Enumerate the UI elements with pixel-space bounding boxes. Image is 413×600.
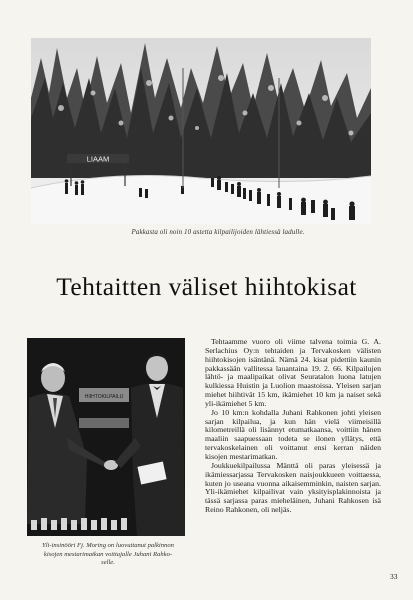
- bottom-photo-award: [27, 338, 185, 536]
- article-paragraph: Jo 10 km:n kohdalla Juhani Rahkonen johti yleisen sarjan kilpailua, ja kun hän vielä viimeisillä kilometreillä oli lisännyt etumatkaansa, voittiin hänen maaliin saapuessaan todeta se ilonen yllätys, että tervakoskelainen oli voittanut ensi kerran näiden kisojen mestarimatkan.: [205, 407, 381, 461]
- start-sign-text: LIAAM: [86, 154, 110, 164]
- winter-forest-image: [31, 38, 371, 224]
- top-photo-caption: Pakkasta oli noin 10 astetta kilpailijoiden lähtiessä ladulle.: [131, 228, 305, 236]
- caption-line: selle.: [101, 559, 115, 567]
- top-photo-ski-start: [31, 38, 371, 224]
- article-paragraph: Tehtaamme vuoro oli viime talvena toimia G. A. Serlachius Oy:n tehtaiden ja Tervakosken välisten hiihtokisojen isäntänä. Nämä 24. kisat pidettiin kaunin pakkassään vallitessa lauantaina 19. 2. 66. Kilpailujen lähtö- ja maalipaikat olivat Seuratalon luona latujen kulkiessa Huistin ja Luolion maastoissa. Yleisen sarjan miehet hiihtivät 15 km, ikämiehet 10 km ja naiset sekä yli-ikämiehet 5 km.: [205, 337, 381, 408]
- stage-banner-text: HIIHTOKILPAILU: [84, 394, 124, 400]
- article-body: [205, 338, 381, 515]
- bottom-photo-caption: [26, 542, 190, 568]
- award-ceremony-image: [27, 338, 185, 536]
- page-number: 33: [390, 572, 398, 581]
- article-paragraph: Joukkuekilpailussa Mänttä oli paras yleisessä ja ikämiessarjassa Tervakosken naisjoukkueen voittaessa, kuten jo useana vuonna aikaisemminkin, naisten sarjan. Yli-ikämiehet kilpailivat vain yksityisplakinnoista ja tässä sarjassa paras mieheläinen, Juhani Rahkosen isä Reino Rahkonen, oli neljäs.: [205, 460, 381, 515]
- caption-line: Yli-insinööri Fj. Moring on luovuttanut palkinnon: [42, 542, 174, 549]
- article-headline: Tehtaitten väliset hiihtokisat: [56, 272, 357, 301]
- caption-line: kisojen mestarimatkan voittajalle Juhani Rahko-: [43, 550, 173, 558]
